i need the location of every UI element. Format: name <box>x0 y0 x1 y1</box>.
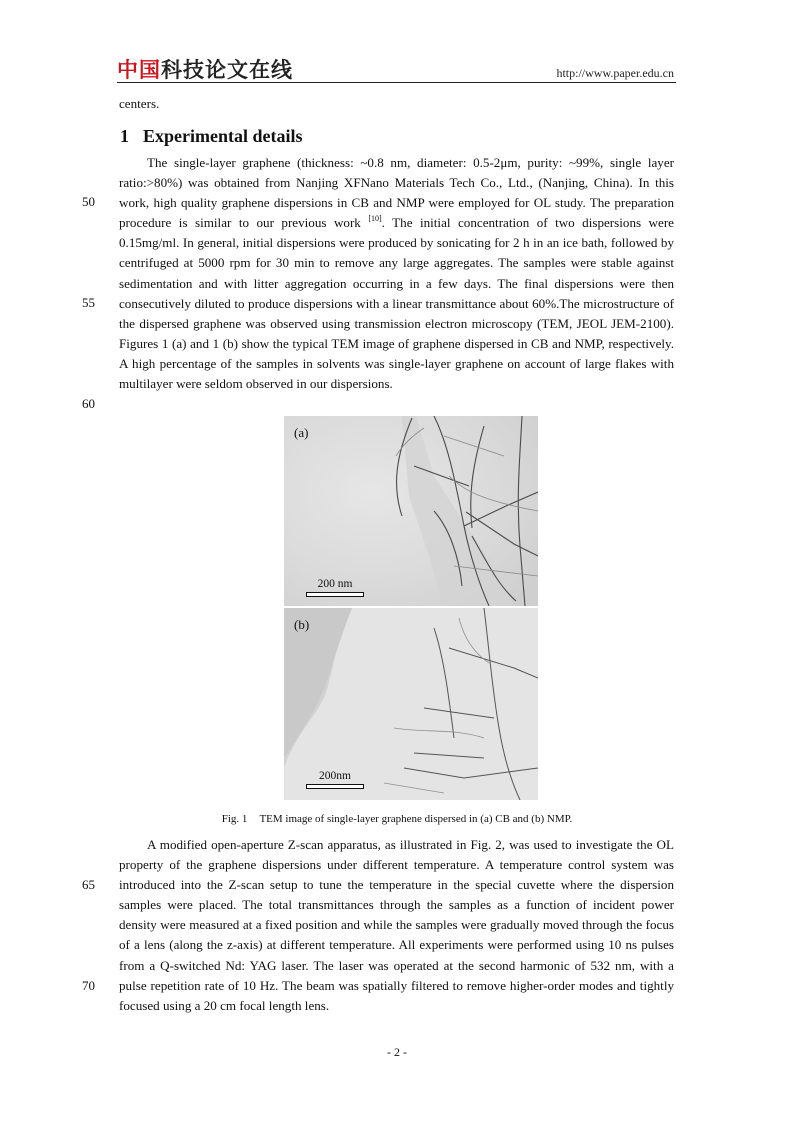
line-number-60: 60 <box>82 396 95 411</box>
scale-bar-a-line <box>306 592 364 597</box>
scale-bar-b-line <box>306 784 364 789</box>
line-number-55: 55 <box>82 295 95 310</box>
lead-line: centers. <box>119 96 160 111</box>
scale-bar-a-label: 200 nm <box>317 578 353 590</box>
tem-image-b <box>284 608 538 800</box>
site-logo <box>117 56 293 82</box>
logo-text-dark: 科技论文在线 <box>161 58 293 82</box>
section-number: 1 <box>120 126 129 146</box>
figure-caption-tag: Fig. 1 <box>221 813 248 825</box>
paragraph-1-part-b: . The initial concentration of two dispersions were 0.15mg/ml. In general, initial dispersions were produced by sonicating for 2 h in an ice bath, followed by centrifuged at 5000 rpm for 30 min to remove any large aggregates. The samples were stable against sedimentation and with litter aggregation occurring in a few days. The final dispersions were then consecutively diluted to produce dispersions with a linear transmittance about 60%.The microstructure of the dispersed graphene was observed using transmission electron microscopy (TEM, JEOL JEM-2100). Figures 1 (a) and 1 (b) show the typical TEM image of graphene dispersed in CB and NMP, respectively. A high percentage of the samples in solvents was single-layer graphene on account of large flakes with multilayer were seldom observed in our dispersions. <box>119 215 674 392</box>
figure-1 <box>284 416 538 800</box>
panel-b-label: (b) <box>294 617 310 632</box>
page-number: - 2 - <box>387 1045 407 1059</box>
scale-bar-a <box>306 578 364 597</box>
header-url: http://www.paper.edu.cn <box>556 66 674 80</box>
paragraph-1-part-a: The single-layer graphene (thickness: ~0.8 nm, diameter: 0.5-2μm, purity: ~99%, single layer ratio:>80%) was obtained from Nanjing XFNano Materials Tech Co., Ltd., (Nanjing, China). In this work, high quality graphene dispersions in CB and NMP were employed for OL study. The preparation procedure is similar to our previous work <box>119 155 674 231</box>
logo-text-red: 中国 <box>117 58 161 82</box>
section-title: Experimental details <box>143 126 303 146</box>
paragraph-2-text: A modified open-aperture Z-scan apparatus, as illustrated in Fig. 2, was used to investigate the OL property of the graphene dispersions under different temperature. A temperature control system was introduced into the Z-scan setup to tune the temperature in the special cuvette where the dispersion samples were placed. The total transmittances through the samples as a function of incident power density were measured at a fixed position and while the samples were gradually moved through the focus of a lens (along the z-axis) at different temperature. All experiments were performed using 10 ns pulses from a Q-switched Nd: YAG laser. The laser was operated at the second harmonic of 532 nm, with a pulse repetition rate of 10 Hz. The beam was spatially filtered to remove higher-order modes and tightly focused using a 20 cm focal length lens. <box>119 837 674 1013</box>
panel-a-label: (a) <box>294 425 309 440</box>
tem-image-a <box>284 416 538 606</box>
paragraph-1 <box>119 153 674 394</box>
figure-caption-text: TEM image of single-layer graphene dispersed in (a) CB and (b) NMP. <box>259 813 573 825</box>
scale-bar-b <box>306 770 364 789</box>
line-number-70: 70 <box>82 978 95 993</box>
line-number-65: 65 <box>82 877 95 892</box>
header-rule <box>117 82 676 83</box>
citation-ref: [10] <box>368 214 382 224</box>
scale-bar-b-label: 200nm <box>319 770 351 782</box>
line-number-50: 50 <box>82 194 95 209</box>
section-heading <box>120 126 303 147</box>
figure-caption <box>0 813 794 825</box>
paragraph-2 <box>119 835 674 1016</box>
